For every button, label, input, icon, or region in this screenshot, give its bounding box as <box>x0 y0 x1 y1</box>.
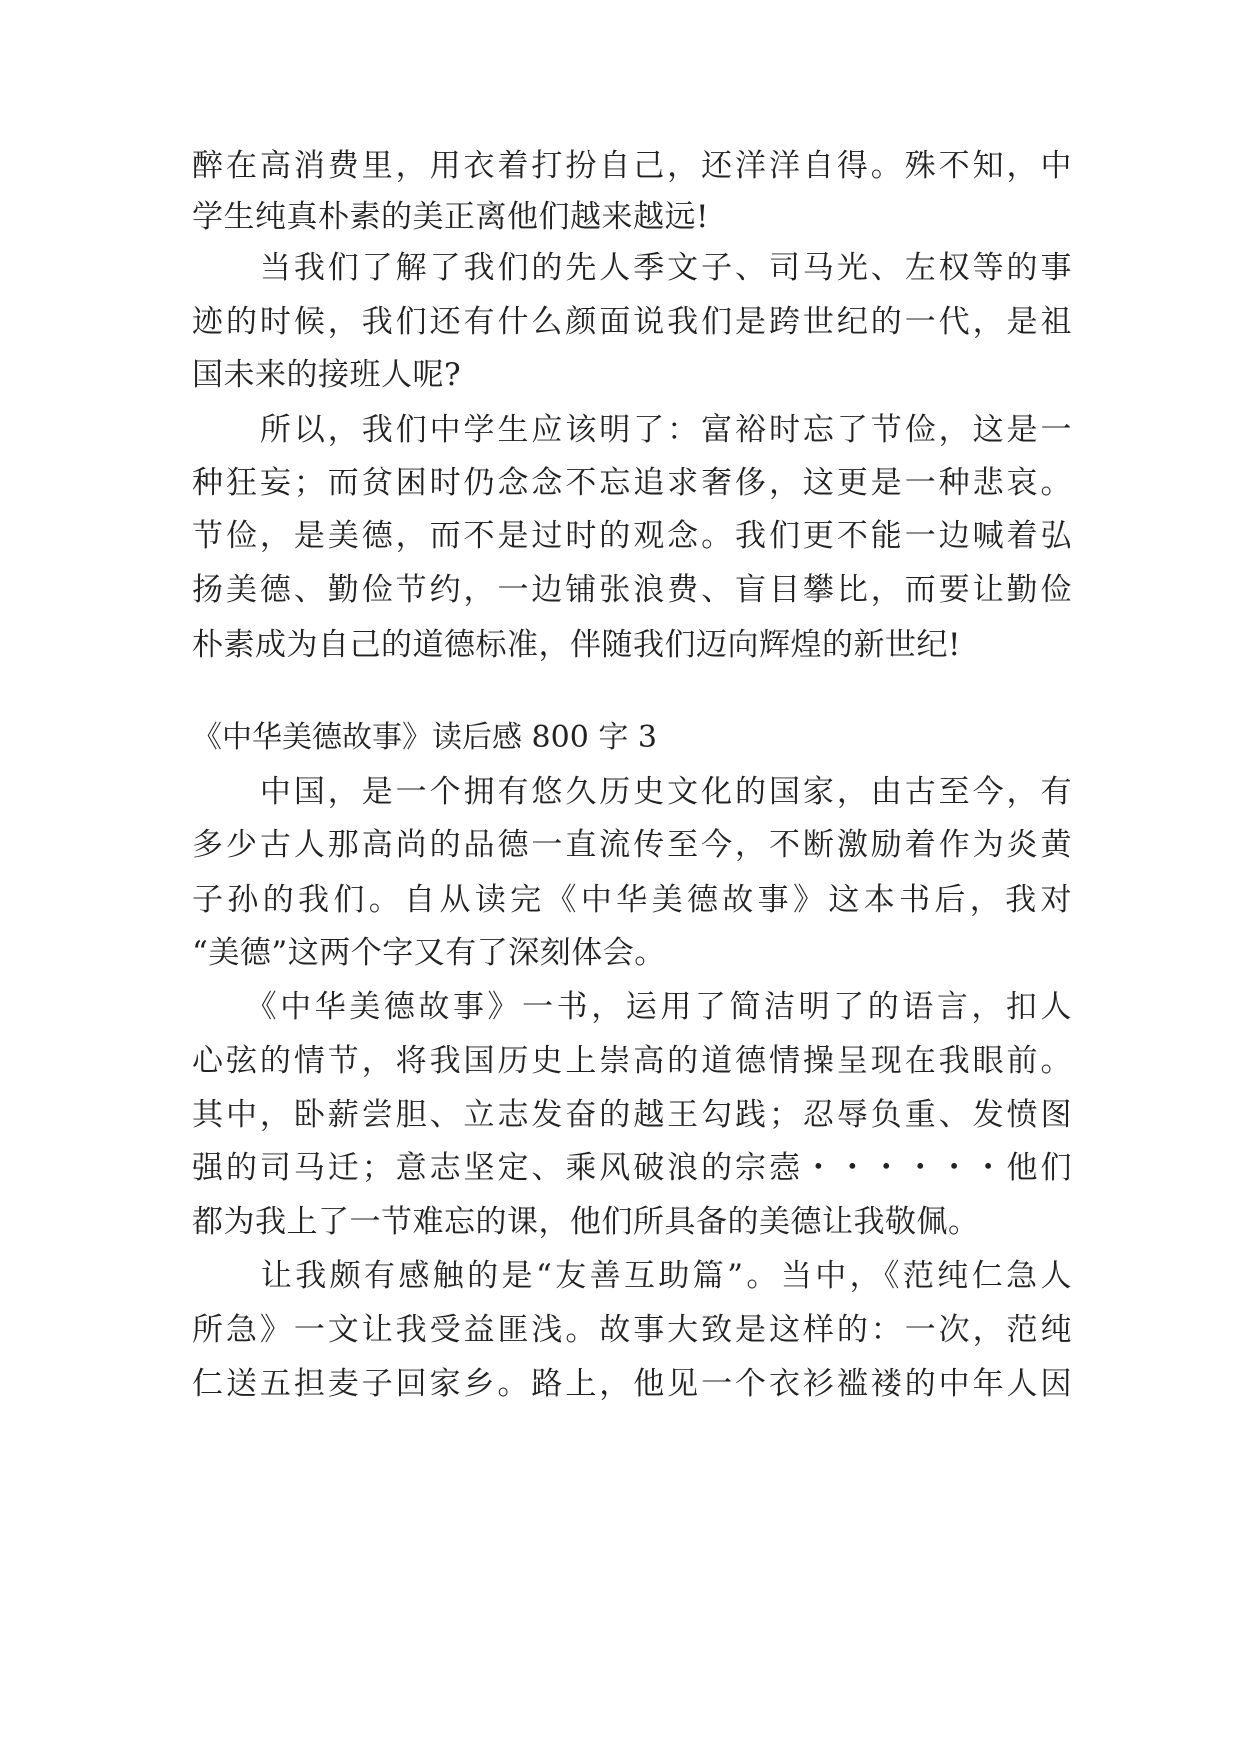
paragraph-line: 扬美德、勤俭节约，一边铺张浪费、盲目攀比，而要让勤俭 <box>192 572 1072 608</box>
paragraph-line: 心弦的情节，将我国历史上崇高的道德情操呈现在我眼前。 <box>192 1043 1072 1079</box>
paragraph-line: 多少古人那高尚的品德一直流传至今，不断激励着作为炎黄 <box>192 827 1072 863</box>
paragraph-line: 迹的时候，我们还有什么颜面说我们是跨世纪的一代，是祖 <box>192 304 1072 340</box>
paragraph-line: 醉在高消费里，用衣着打扮自己，还洋洋自得。殊不知，中 <box>192 148 1072 184</box>
paragraph-line: 所急》一文让我受益匪浅。故事大致是这样的：一次，范纯 <box>192 1312 1072 1348</box>
paragraph-line: “美德”这两个字又有了深刻体会。 <box>192 935 666 971</box>
paragraph-line: 国未来的接班人呢? <box>192 357 462 393</box>
paragraph-line: 朴素成为自己的道德标准，伴随我们迈向辉煌的新世纪! <box>192 627 961 663</box>
paragraph-line: 所以，我们中学生应该明了：富裕时忘了节俭，这是一 <box>192 412 1072 448</box>
paragraph-line: 仁送五担麦子回家乡。路上，他见一个衣衫褴褛的中年人因 <box>192 1366 1072 1402</box>
paragraph-line: 学生纯真朴素的美正离他们越来越远! <box>192 199 709 235</box>
paragraph-line: 子孙的我们。自从读完《中华美德故事》这本书后，我对 <box>192 882 1072 918</box>
paragraph-line: 强的司马迁；意志坚定、乘风破浪的宗悫・・・・・・他们 <box>192 1150 1072 1186</box>
paragraph-line: 种狂妄；而贫困时仍念念不忘追求奢侈，这更是一种悲哀。 <box>192 465 1072 501</box>
paragraph-line: 《中华美德故事》一书，运用了简洁明了的语言，扣人 <box>192 989 1072 1025</box>
paragraph-line: 都为我上了一节难忘的课，他们所具备的美德让我敬佩。 <box>192 1204 980 1240</box>
paragraph-line: 节俭，是美德，而不是过时的观念。我们更不能一边喊着弘 <box>192 518 1072 554</box>
paragraph-line: 中国，是一个拥有悠久历史文化的国家，由古至今，有 <box>192 774 1072 810</box>
paragraph-line: 让我颇有感触的是“友善互助篇”。当中，《范纯仁急人 <box>192 1258 1072 1294</box>
section-heading: 《中华美德故事》读后感 800 字 3 <box>192 720 657 755</box>
paragraph-line: 当我们了解了我们的先人季文子、司马光、左权等的事 <box>192 250 1072 286</box>
paragraph-line: 其中，卧薪尝胆、立志发奋的越王勾践；忍辱负重、发愤图 <box>192 1097 1072 1133</box>
